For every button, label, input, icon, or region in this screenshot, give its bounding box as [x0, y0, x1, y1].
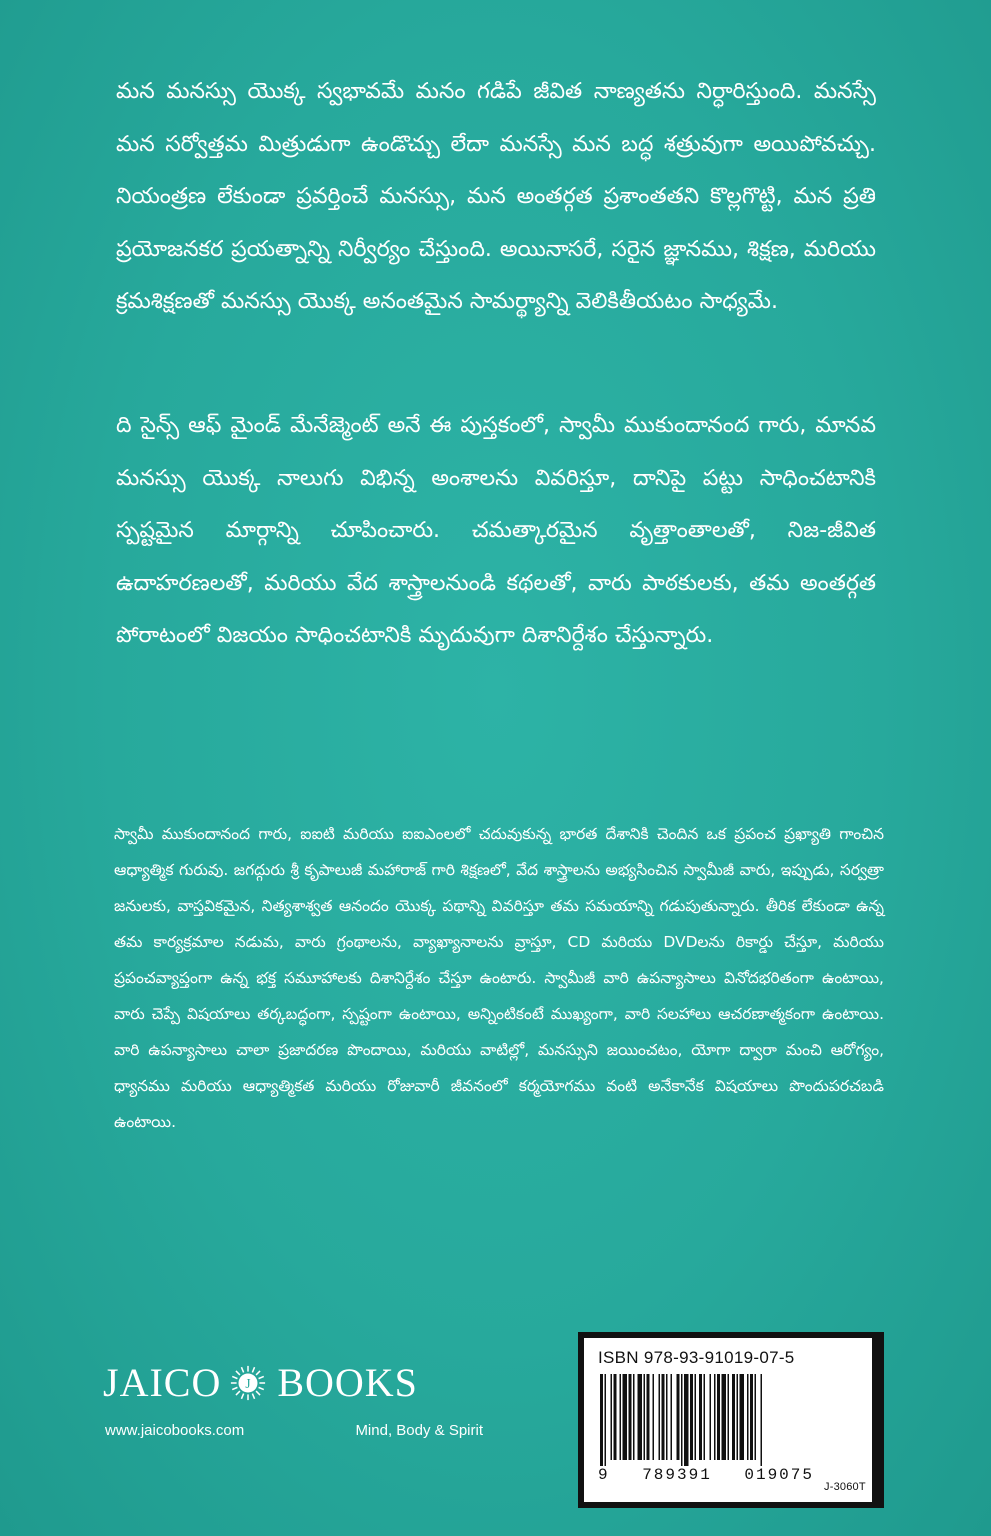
barcode-bar [714, 1374, 716, 1460]
product-code: J-3060T [824, 1481, 866, 1493]
author-bio-paragraph: స్వామీ ముకుందానంద గారు, ఐఐటి మరియు ఐఐఎంలలో చదువుకున్న భారత దేశానికి చెందిన ఒక ప్రపంచ ప్రఖ్యాతి గాంచిన ఆధ్యాత్మిక గురువు. జగద్గురు శ్రీ కృపాలుజీ మహారాజ్ గారి శిక్షణలో, వేద శాస్త్రాలను అభ్యసించిన స్వామీజీ వారు, ఇప్పుడు, సర్వత్రా జనులకు, వాస్తవికమైన, నిత్యశాశ్వత ఆనందం యొక్క పథాన్ని వివరిస్తూ తమ సమయాన్ని గడుపుతున్నారు. తీరిక లేకుండా ఉన్న తమ కార్యక్రమాల నడుమ, వారు గ్రంథాలను, వ్యాఖ్యానాలను వ్రాస్తూ, CD మరియు DVDలను రికార్డు చేస్తూ, మరియు ప్రపంచవ్యాప్తంగా ఉన్న భక్త సమూహాలకు దిశానిర్దేశం చేస్తూ ఉంటారు. స్వామీజీ వారి ఉపన్యాసాలు వినోదభరితంగా ఉంటాయి, వారు చెప్పే విషయాలు తర్కబద్ధంగా, స్పష్టంగా ఉంటాయి, అన్నింటికంటే ముఖ్యంగా, వారి సలహాలు ఆచరణాత్మకంగా ఉంటాయి. వారి ఉపన్యాసాలు చాలా ప్రజాదరణ పొందాయి, మరియు వాటిల్లో, మనస్సుని జయించటం, యోగా ద్వారా మంచి ఆరోగ్యం, ధ్యానము మరియు ఆధ్యాత్మికత మరియు రోజువారీ జీవనంలో కర్మయోగము వంటి అనేకానేక విషయాలు పొందుపరచబడి ఉంటాయి. [114, 825, 884, 1131]
publisher-name-left: JAICO [103, 1360, 222, 1405]
barcode-bars [598, 1374, 814, 1466]
book-summary-paragraph: ది సైన్స్ ఆఫ్ మైండ్ మేనేజ్మెంట్ అనే ఈ పుస్తకంలో, స్వామీ ముకుందానంద గారు, మానవ మనస్సు యొక్క నాలుగు విభిన్న అంశాలను వివరిస్తూ, దానిపై పట్టు సాధించటానికి స్పష్టమైన మార్గాన్ని చూపించారు. చమత్కారమైన వృత్తాంతాలతో, నిజ-జీవిత ఉదాహరణలతో, మరియు వేద శాస్త్రాలనుండి కథలతో, వారు పాఠకులకు, తమ అంతర్గత పోరాటంలో విజయం సాధించటానికి మృదువుగా దిశానిర్దేశం చేస్తున్నారు. [116, 413, 876, 648]
barcode-bar [611, 1374, 613, 1460]
barcode-bar [717, 1374, 720, 1460]
barcode-bar [659, 1374, 661, 1460]
barcode-bar [722, 1374, 727, 1460]
barcode-bar [600, 1374, 603, 1466]
barcode-digits [598, 1466, 814, 1484]
barcode-bar [750, 1374, 753, 1460]
barcode-bar [732, 1374, 735, 1460]
barcode-bar [699, 1374, 702, 1460]
barcode-bar [629, 1374, 632, 1460]
publisher-block [103, 1358, 483, 1439]
barcode-bar [681, 1374, 683, 1466]
barcode-digit-group-2: 019075 [744, 1466, 814, 1484]
book-category: Mind, Body & Spirit [355, 1422, 483, 1439]
barcode-bar [614, 1374, 617, 1460]
logo-letter: J [245, 1375, 251, 1391]
barcode-bar [623, 1374, 628, 1460]
barcode-bar [737, 1374, 739, 1460]
barcode-digit-group-1: 789391 [642, 1466, 712, 1484]
barcode-bar [710, 1374, 712, 1460]
barcode-bar [690, 1374, 693, 1460]
barcode-bar [638, 1374, 643, 1460]
publisher-website: www.jaicobooks.com [105, 1422, 245, 1439]
barcode-bar [747, 1374, 749, 1460]
sunburst-logo-icon [229, 1364, 267, 1402]
barcode-panel [584, 1338, 872, 1502]
barcode-bar [704, 1374, 706, 1460]
publisher-logo [103, 1358, 463, 1408]
barcode-bar [684, 1374, 689, 1466]
barcode-bar [761, 1374, 763, 1466]
publisher-name-right: BOOKS [277, 1360, 418, 1405]
barcode-bar [647, 1374, 650, 1460]
barcode-bar [653, 1374, 655, 1460]
barcode-bar [671, 1374, 673, 1460]
barcode-bar [740, 1374, 745, 1460]
barcode-bar [633, 1374, 635, 1460]
barcode-bar [644, 1374, 646, 1460]
barcode-bar [605, 1374, 607, 1466]
barcode-bar [662, 1374, 665, 1460]
barcode-bar [620, 1374, 622, 1460]
barcode-bar [728, 1374, 730, 1460]
isbn-text: ISBN 978-93-91019-07-5 [598, 1348, 795, 1367]
barcode-bar [666, 1374, 668, 1460]
barcode-box [578, 1332, 884, 1508]
barcode-bar [755, 1374, 757, 1460]
barcode-bar [695, 1374, 697, 1460]
barcode-bar [677, 1374, 680, 1460]
barcode-digit-lead: 9 [598, 1466, 610, 1484]
intro-paragraph: మన మనస్సు యొక్క స్వభావమే మనం గడిపే జీవిత నాణ్యతను నిర్ధారిస్తుంది. మనస్సే మన సర్వోత్తమ మిత్రుడుగా ఉండొచ్చు లేదా మనస్సే మన బద్ధ శత్రువుగా అయిపోవచ్చు. నియంత్రణ లేకుండా ప్రవర్తించే మనస్సు, మన అంతర్గత ప్రశాంతతని కొల్లగొట్టి, మన ప్రతి ప్రయోజనకర ప్రయత్నాన్ని నిర్వీర్యం చేస్తుంది. అయినాసరే, సరైన జ్ఞానము, శిక్షణ, మరియు క్రమశిక్షణతో మనస్సు యొక్క అనంతమైన సామర్థ్యాన్ని వెలికితీయటం సాధ్యమే. [116, 79, 876, 314]
